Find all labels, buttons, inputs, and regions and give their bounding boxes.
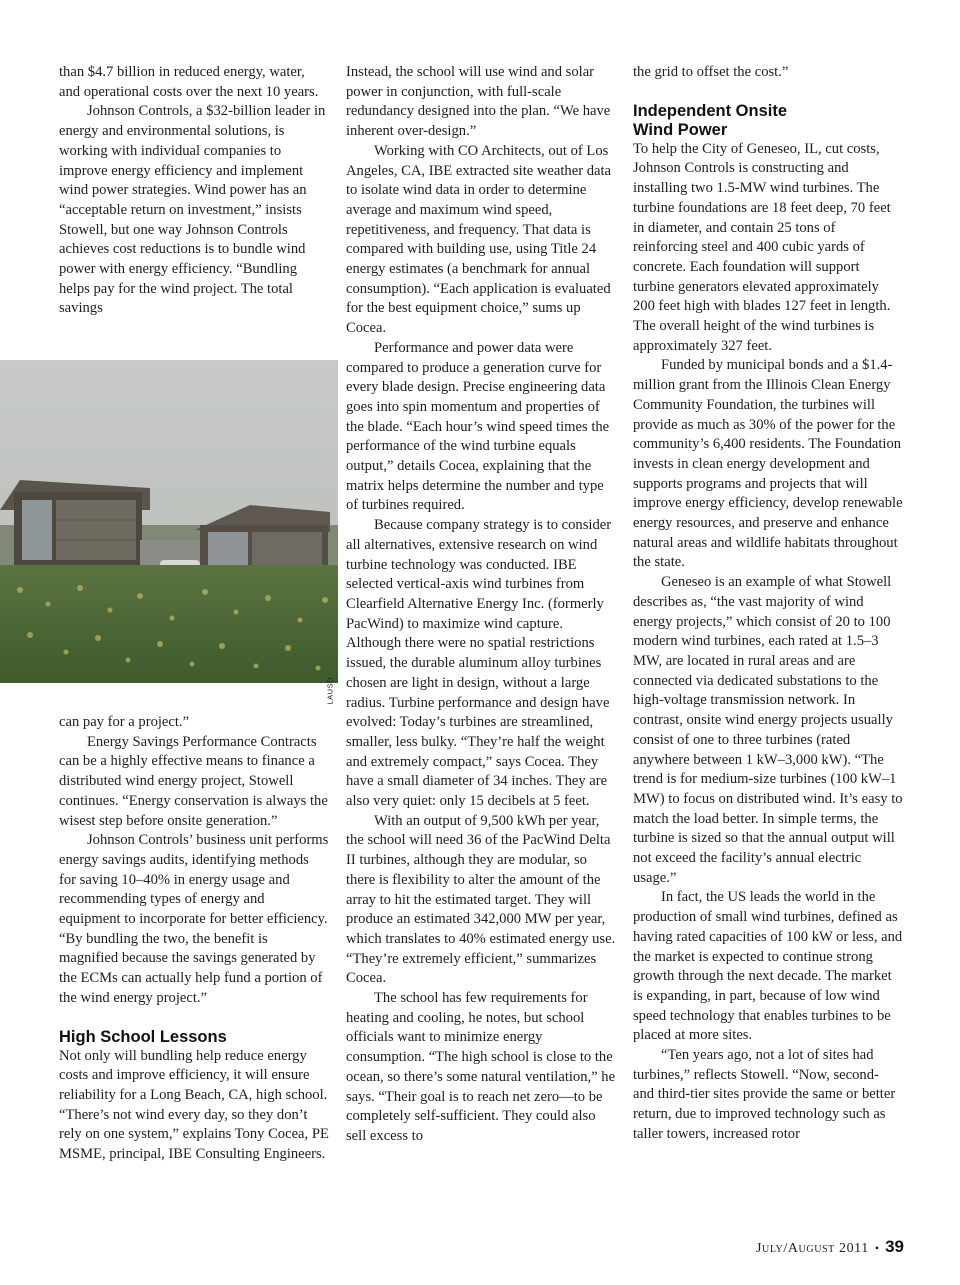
heading-line: Independent Onsite xyxy=(633,101,788,120)
paragraph: the grid to offset the cost.” xyxy=(633,64,789,80)
article-column-left-top xyxy=(59,63,329,319)
bullet-separator: • xyxy=(874,1241,880,1255)
section-heading-high-school: High School Lessons xyxy=(59,1027,227,1046)
article-column-right xyxy=(633,63,903,1145)
paragraph: Energy Savings Performance Contracts can be a highly effective means to finance a distributed wind energy project, Stowell continues. “Energy conservation is always the wisest step before onsite generation.” xyxy=(59,733,328,829)
page-number: 39 xyxy=(885,1237,904,1256)
paragraph: Geneseo is an example of what Stowell describes as, “the vast majority of wind energy projects,” which consist of 20 to 100 modern wind turbines, each rated at 1.5–3 MW, are located in rural areas and are connected via dedicated substations to the high-voltage transmission network. In contrast, onsite wind energy projects usually consist of one to three turbines (rated anywhere between 1 kW–3,000 kW). “The trend is for medium-size turbines (100 kW–1 MW) to focus on distributed wind. It’s easy to match the load better. In simple terms, the turbine is sized so that the annual output will not exceed the facility’s annual electric usage.” xyxy=(633,574,903,886)
paragraph: Because company strategy is to consider all alternatives, extensive research on wind turbine technology was conducted. IBE selected vertical-axis wind turbines from Clearfield Alternative Energy Inc. (formerly PacWind) to maximize wind capture. Although there were no spatial restrictions issued, the durable aluminum alloy turbines chosen are light in design, without a large radius. Turbine performance and design have evolved: Today’s turbines are streamlined, smaller, less bulky. “They’re half the weight and extremely compact,” says Cocea. They have a small diameter of 34 inches. They are also very quiet: only 15 decibels at 5 feet. xyxy=(346,517,612,810)
paragraph: In fact, the US leads the world in the production of small wind turbines, defined as having rated capacities of 100 kW or less, and the market is expected to continue strong growth through the next decade. The market is expanding, in part, because of low wind speed technology that enables turbines to be placed at more sites. xyxy=(633,889,903,1044)
photo-illustration xyxy=(0,360,338,683)
heading-line: Wind Power xyxy=(633,120,728,139)
paragraph: Johnson Controls’ business unit performs energy savings audits, identifying methods for saving 10–40% in energy usage and recommending types of energy and equipment to incorporate for better efficiency. “By bundling the two, the benefit is magnified because the savings generated by the ECMs can actually help fund a portion of the wind energy project.” xyxy=(59,832,329,1006)
paragraph: To help the City of Geneseo, IL, cut costs, Johnson Controls is constructing and installing two 1.5-MW wind turbines. The turbine foundations are 18 feet deep, 70 feet in diameter, and contain 25 tons of reinforcing steel and 400 cubic yards of concrete. Each foundation will support turbine generators elevated approximately 200 feet high with blades 127 feet in length. The overall height of the wind turbines is approximately 327 feet. xyxy=(633,140,891,354)
paragraph: With an output of 9,500 kWh per year, the school will need 36 of the PacWind Delta II turbines, although they are modular, so there is flexibility to alter the amount of the array to hit the estimated target. They will produce an estimated 342,000 MW per year, which translates to 40% estimated energy use. “They’re extremely efficient,” summarizes Cocea. xyxy=(346,812,616,987)
paragraph: “Ten years ago, not a lot of sites had turbines,” reflects Stowell. “Now, second- and third-tier sites provide the same or better return, due to improved technology such as taller towers, increased rotor xyxy=(633,1047,896,1142)
paragraph: Funded by municipal bonds and a $1.4-million grant from the Illinois Clean Energy Community Foundation, the turbines will provide as much as 30% of the power for the community’s 6,400 residents. The Foundation invests in clean energy development and supports programs and projects that will improve energy efficiency, develop renewable energy resources, and preserve and enhance natural areas and wildlife habitats throughout the state. xyxy=(633,357,903,571)
paragraph: The school has few requirements for heating and cooling, he notes, but school officials want to minimize energy consumption. “The high school is close to the ocean, so there’s some natural ventilation,” he says. “Their goal is to reach net zero—to be completely self-sufficient. They could also sell excess to xyxy=(346,990,616,1144)
page-footer xyxy=(756,1237,904,1267)
article-column-middle xyxy=(346,63,616,1147)
paragraph: can pay for a project.” xyxy=(59,714,190,730)
school-building-photo xyxy=(0,360,338,705)
paragraph: Instead, the school will use wind and solar power in conjunction, with full-scale redundancy designed into the plan. “We have inherent over-design.” xyxy=(346,64,611,140)
paragraph: Not only will bundling help reduce energy costs and improve efficiency, it will ensure reliability for a Long Beach, CA, high school. “There’s not wind every day, so they don’t rely on one system,” explains Tony Cocea, PE MSME, principal, IBE Consulting Engineers. xyxy=(59,1047,329,1163)
section-heading-onsite-wind xyxy=(633,102,903,140)
photo-credit: LAUSD xyxy=(326,677,335,705)
paragraph: Working with CO Architects, out of Los Angeles, CA, IBE extracted site weather data to isolate wind data in order to determine average and maximum wind speed, repetitiveness, and frequency. That data is compared with building use, using Title 24 energy estimates (a benchmark for annual consumption). “Each application is evaluated for the best equipment choice,” sums up Cocea. xyxy=(346,142,612,337)
paragraph: Johnson Controls, a $32-billion leader in energy and environmental solutions, is working with individual companies to improve energy efficiency and implement wind power strategies. Wind power has an “acceptable return on investment,” insists Stowell, but one way Johnson Controls achieves cost reductions is to bundle wind power with energy efficiency. “Bundling helps pay for the wind project. The total savings xyxy=(59,103,326,317)
paragraph: than $4.7 billion in reduced energy, water, and operational costs over the next 10 years. xyxy=(59,64,319,100)
paragraph: Performance and power data were compared to produce a generation curve for every blade design. Precise engineering data goes into spin momentum and properties of the blade. “Each hour’s wind speed times the performance of the wind turbine equals output,” details Cocea, explaining that the matrix helps determine the number and type of turbines required. xyxy=(346,339,610,514)
article-column-left-bottom xyxy=(59,713,329,1165)
issue-date: July/August 2011 xyxy=(755,1241,869,1256)
